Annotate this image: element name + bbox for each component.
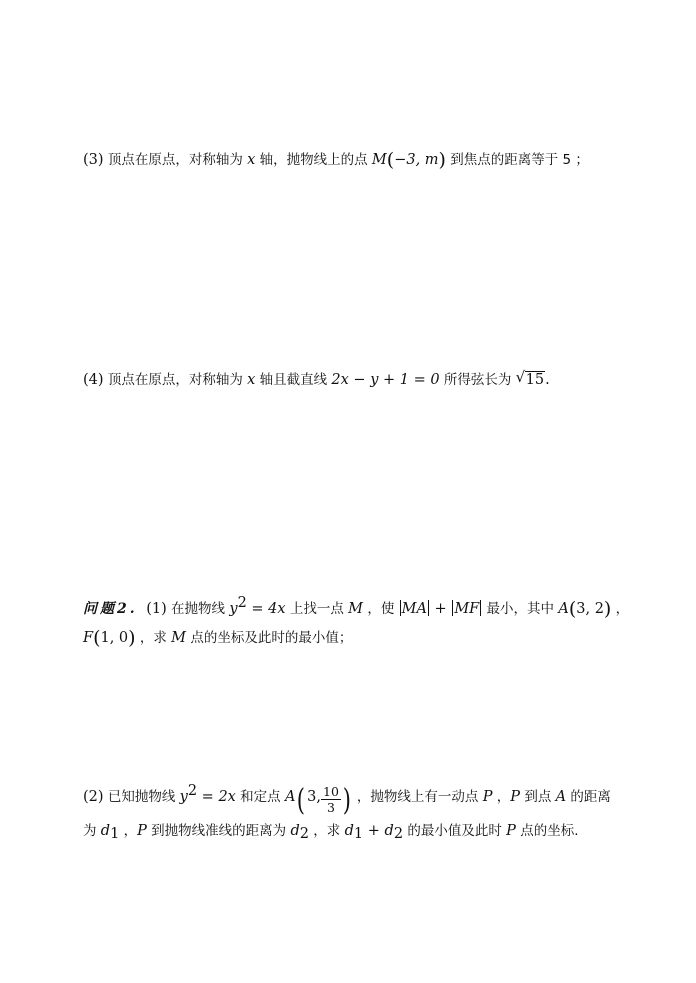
right-paren: ) bbox=[438, 149, 446, 171]
item-4-text-2: 轴且截直线 bbox=[255, 372, 332, 388]
right-paren: ) bbox=[128, 627, 136, 649]
fraction bbox=[321, 784, 341, 815]
item-3-var-x: x bbox=[247, 152, 256, 168]
p2-segment-mf: MF bbox=[454, 601, 480, 617]
p22-point-p: P bbox=[506, 823, 516, 839]
p22-var-d: d bbox=[100, 823, 111, 839]
p22-subscript-1: 1 bbox=[110, 826, 120, 842]
item-4-text-1: 顶点在原点，对称轴为 bbox=[103, 372, 248, 388]
p2-text-4: 最小，其中 bbox=[482, 601, 559, 617]
problem-2-heading: 问题2. bbox=[83, 601, 138, 617]
item-3-label: (3) bbox=[83, 152, 104, 168]
p22-parabola-rhs: = 2x bbox=[197, 789, 236, 805]
p22-text-8: ， bbox=[119, 823, 138, 839]
p22-text-7: 为 bbox=[83, 823, 101, 839]
p2-text-6: ，求 bbox=[135, 630, 172, 646]
p22-subscript-2: 2 bbox=[299, 826, 310, 842]
p2-a-coordinates: 3, 2 bbox=[576, 601, 604, 617]
p22-subscript-1: 1 bbox=[353, 826, 364, 842]
p22-text-12: 点的坐标. bbox=[515, 823, 579, 839]
p22-var-d: d bbox=[384, 823, 394, 839]
problem-2-part-2-label: (2) bbox=[83, 789, 104, 805]
p2-segment-ma: MA bbox=[401, 601, 427, 617]
fraction-numerator: 10 bbox=[323, 784, 339, 799]
item-4-period: . bbox=[545, 372, 550, 388]
p2-f-coordinates: 1, 0 bbox=[100, 630, 129, 646]
problem-2-part-1-line-1 bbox=[83, 595, 630, 620]
p22-text-6: 的距离 bbox=[566, 789, 611, 805]
item-3-text-1: 顶点在原点，对称轴为 bbox=[103, 152, 248, 168]
abs-bar bbox=[400, 600, 401, 616]
right-big-paren: ) bbox=[342, 783, 351, 818]
p22-var-d: d bbox=[290, 823, 300, 839]
p2-text-5: ， bbox=[611, 601, 630, 617]
item-4-line-equation: 2x − y + 1 = 0 bbox=[331, 372, 440, 388]
p2-var-y: y bbox=[229, 601, 238, 617]
left-paren: ( bbox=[93, 627, 101, 649]
sqrt-value: 15 bbox=[525, 372, 545, 388]
p22-point-p: P bbox=[137, 823, 147, 839]
abs-bar bbox=[428, 600, 429, 616]
p2-exponent: 2 bbox=[237, 595, 247, 611]
item-3-text-3: 到焦点的距离等于 5 ； bbox=[445, 152, 589, 168]
p2-plus: + bbox=[429, 601, 452, 617]
p22-text-10: ，求 bbox=[309, 823, 345, 839]
item-4-line bbox=[83, 370, 550, 390]
left-paren: ( bbox=[568, 598, 577, 620]
p22-point-a: A bbox=[284, 789, 296, 805]
p2-text-1: 在抛物线 bbox=[166, 601, 230, 617]
item-3-line bbox=[83, 150, 589, 170]
p22-text-1: 已知抛物线 bbox=[103, 789, 180, 805]
p2-point-m: M bbox=[171, 630, 187, 646]
p22-subscript-2: 2 bbox=[393, 826, 404, 842]
p2-point-a: A bbox=[558, 601, 569, 617]
p22-var-d: d bbox=[344, 823, 354, 839]
fraction-denominator: 3 bbox=[326, 800, 335, 815]
p22-text-11: 的最小值及此时 bbox=[403, 823, 507, 839]
p22-exponent: 2 bbox=[187, 783, 198, 799]
problem-2-part-1-label: (1) bbox=[146, 601, 167, 617]
sqrt-symbol: √ 15 bbox=[515, 368, 545, 388]
p22-a-first-coordinate: 3, bbox=[307, 789, 321, 805]
left-big-paren: ( bbox=[297, 783, 306, 818]
p22-text-2: 和定点 bbox=[235, 789, 285, 805]
item-3-text-2: 轴，抛物线上的点 bbox=[255, 152, 372, 168]
problem-2-part-2-line-1 bbox=[83, 784, 611, 816]
p2-text-3: ，使 bbox=[363, 601, 399, 617]
p22-point-a: A bbox=[555, 789, 567, 805]
p22-point-p: P bbox=[482, 789, 493, 805]
p2-point-f: F bbox=[83, 630, 94, 646]
p2-parabola-rhs: = 4x bbox=[246, 601, 286, 617]
problem-2-part-2-line-2 bbox=[83, 821, 579, 841]
p22-plus: + bbox=[363, 823, 385, 839]
p22-var-y: y bbox=[179, 789, 188, 805]
p22-text-9: 到抛物线准线的距离为 bbox=[146, 823, 291, 839]
item-4-text-3: 所得弦长为 bbox=[439, 372, 516, 388]
left-paren: ( bbox=[386, 149, 395, 171]
p2-text-2: 上找一点 bbox=[285, 601, 349, 617]
item-4-var-x: x bbox=[247, 372, 256, 388]
item-3-coordinates: −3, m bbox=[394, 152, 439, 168]
p22-point-p: P bbox=[510, 789, 521, 805]
item-3-point-m: M bbox=[371, 152, 387, 168]
p22-text-5: 到点 bbox=[520, 789, 556, 805]
item-4-label: (4) bbox=[83, 372, 104, 388]
p22-text-3: ，抛物线上有一动点 bbox=[352, 789, 483, 805]
problem-2-part-1-line-2 bbox=[83, 628, 352, 648]
p22-text-4: ， bbox=[492, 789, 511, 805]
p2-point-m: M bbox=[348, 601, 364, 617]
p2-text-7: 点的坐标及此时的最小值； bbox=[186, 630, 353, 646]
right-paren: ) bbox=[603, 598, 612, 620]
